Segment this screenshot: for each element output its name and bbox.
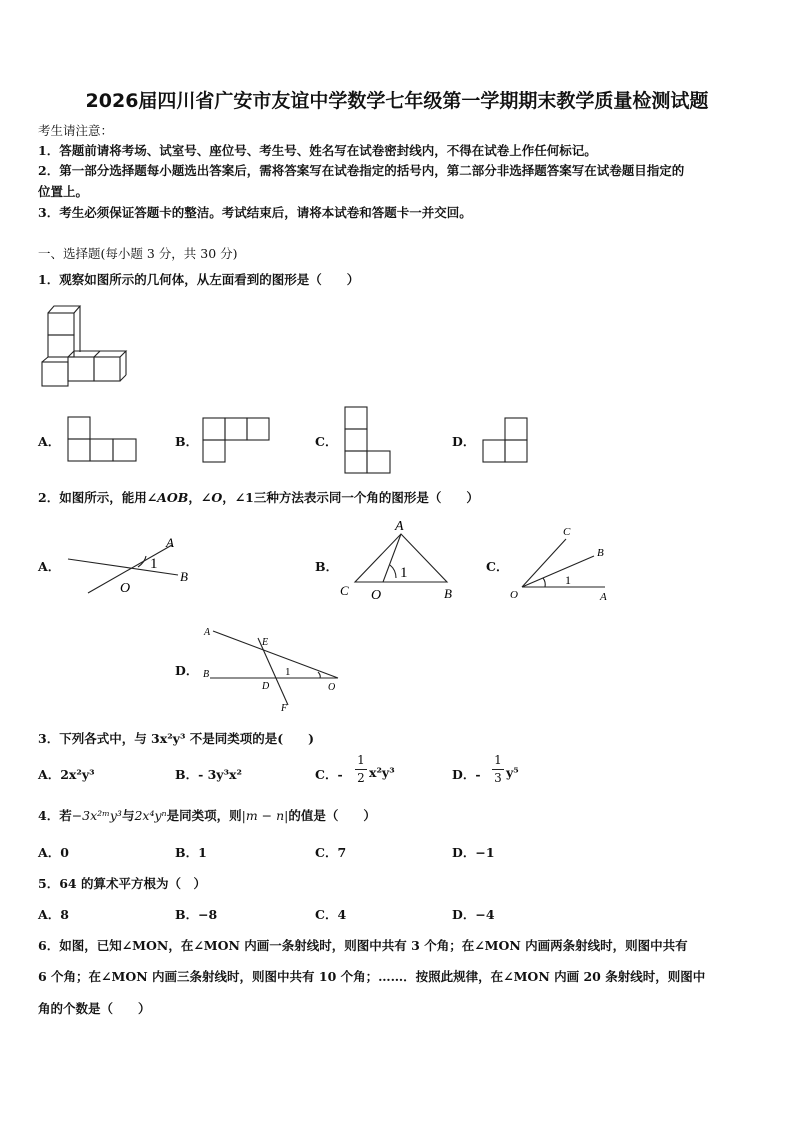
q3-c-fraction-bar [355, 769, 367, 770]
q2d-label-o: O [328, 682, 336, 693]
q3-c-term: x²y³ [369, 765, 395, 780]
q6-line-2: 6 个角；在∠MON 内画三条射线时，则图中共有 10 个角；……．按照此规律，在∠MON 内画 20 条射线时，则图中 [38, 969, 706, 984]
q3-d-numerator: 1 [494, 753, 502, 767]
q4-option-a: A．0 [38, 845, 69, 860]
q6-line-1: 6．如图，已知∠MON，在∠MON 内画一条射线时，则图中共有 3 个角；在∠MON 内画两条射线时，则图中共有 [38, 938, 688, 953]
notice-heading: 考生请注意： [38, 123, 114, 138]
q3-option-c: C．- [315, 767, 343, 782]
q1-option-a: A． [38, 434, 61, 449]
q5-option-c: C．4 [315, 907, 347, 922]
page-title: 2026届四川省广安市友谊中学数学七年级第一学期期末教学质量检测试题 [85, 90, 709, 112]
q1-option-b: B． [175, 434, 199, 449]
q3-d-denominator: 3 [494, 771, 502, 785]
section-heading: 一、选择题(每小题 3 分，共 30 分) [38, 246, 238, 261]
q2d-label-d: D [262, 681, 270, 692]
q5-stem: 5．64 的算术平方根为（ ） [38, 876, 206, 891]
q2d-label-1: 1 [285, 666, 291, 678]
q4-stem: 4．若−3x²ᵐy³与2x⁴yⁿ是同类项，则|m − n|的值是（ ） [38, 808, 376, 823]
q2-option-d: D． [175, 663, 199, 678]
q2c-label-b: B [597, 547, 604, 559]
q5-option-b: B．−8 [175, 907, 218, 922]
q2b-label-c: C [340, 583, 349, 598]
q2c-label-o: O [510, 589, 518, 601]
notice-item-1: 1．答题前请将考场、试室号、座位号、考生号、姓名写在试卷密封线内，不得在试卷上作任何标记。 [38, 143, 597, 158]
q3-d-fraction-bar [492, 769, 504, 770]
q2d-label-b: B [203, 669, 210, 680]
q1-option-d: D． [452, 434, 476, 449]
q2a-label-o: O [120, 581, 131, 596]
q3-option-a: A．2x²y³ [38, 767, 95, 782]
q6-line-3: 角的个数是（ ） [38, 1001, 151, 1016]
q2d-label-f: F [281, 703, 288, 714]
q5-option-a: A．8 [38, 907, 69, 922]
q2d-label-e: E [262, 637, 269, 648]
q2a-label-1: 1 [150, 556, 158, 572]
q3-option-d: D．- [452, 767, 481, 782]
q3-c-numerator: 1 [357, 753, 365, 767]
q4-option-d: D．−1 [452, 845, 495, 860]
q4-option-c: C．7 [315, 845, 347, 860]
q5-option-d: D．−4 [452, 907, 495, 922]
q3-stem: 3．下列各式中，与 3x²y³ 不是同类项的是( ) [38, 731, 315, 746]
notice-item-2: 2．第一部分选择题每小题选出答案后，需将答案写在试卷指定的括号内，第二部分非选择题答案写在试卷题目指定的 [38, 163, 685, 178]
q2-option-c: C． [486, 559, 509, 574]
q2a-label-b: B [180, 569, 188, 584]
q3-c-denominator: 2 [357, 771, 365, 785]
q2c-label-c: C [563, 526, 571, 538]
q1-option-c: C． [315, 434, 338, 449]
q2b-label-1: 1 [400, 565, 408, 581]
q2a-label-a: A [166, 535, 174, 550]
q2-stem: 2．如图所示，能用∠AOB，∠O，∠1三种方法表示同一个角的图形是（ ） [38, 490, 479, 505]
q2b-label-b: B [444, 586, 452, 601]
q2d-label-a: A [204, 627, 211, 638]
q3-d-term: y⁵ [506, 765, 519, 780]
q2b-label-o: O [371, 588, 382, 603]
q1-stem: 1．观察如图所示的几何体，从左面看到的图形是（ ） [38, 272, 360, 287]
notice-item-3: 3．考生必须保证答题卡的整洁。考试结束后，请将本试卷和答题卡一并交回。 [38, 205, 472, 220]
q4-option-b: B．1 [175, 845, 207, 860]
q2c-label-1: 1 [565, 573, 571, 587]
q2-option-b: B． [315, 559, 339, 574]
q2c-label-a: A [600, 591, 607, 603]
notice-item-2-cont: 位置上。 [38, 184, 89, 199]
q3-option-b: B．- 3y³x² [175, 767, 242, 782]
q2-option-a: A． [38, 559, 61, 574]
q2b-label-a: A [395, 519, 404, 534]
